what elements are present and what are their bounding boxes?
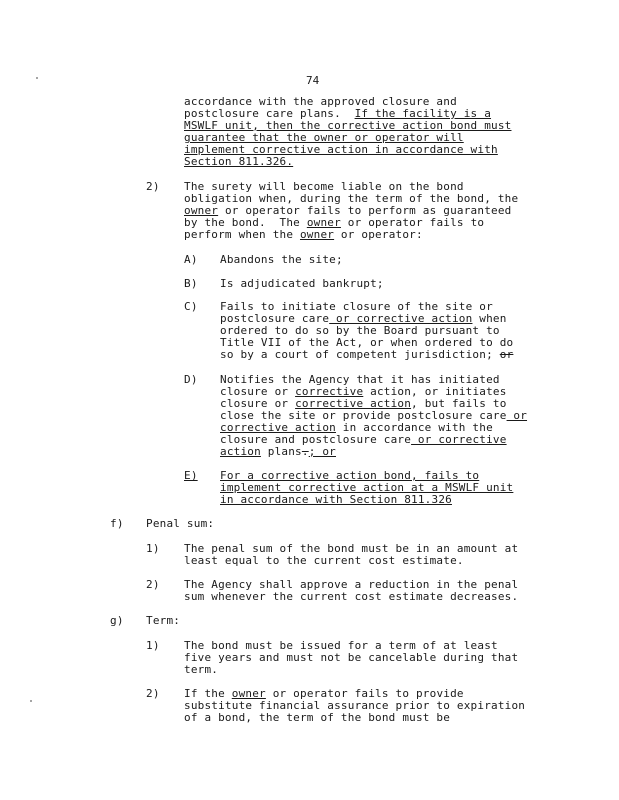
section-number: g) xyxy=(110,614,124,627)
text-line: For a corrective action bond, fails to xyxy=(220,469,480,482)
text-line: implement corrective action at a MSWLF unit xyxy=(220,481,514,494)
text-line: Notifies the Agency that it has initiated xyxy=(220,373,500,386)
text-line: closure or corrective action, but fails to xyxy=(220,397,507,410)
text-line: accordance with the approved closure and xyxy=(184,95,457,108)
text-line: The bond must be issued for a term of at least xyxy=(184,639,498,652)
text-line: Is adjudicated bankrupt; xyxy=(220,277,384,290)
text-line: If the owner or operator fails to provide xyxy=(184,687,464,700)
text-line: least equal to the current cost estimate. xyxy=(184,554,464,567)
text-line: implement corrective action in accordance with xyxy=(184,143,498,156)
scan-speck xyxy=(36,77,38,79)
text-line: ordered to do so by the Board pursuant to xyxy=(220,324,500,337)
text-line: sum whenever the current cost estimate decreases. xyxy=(184,590,519,603)
section-heading: Penal sum: xyxy=(146,517,215,530)
text-line: postclosure care or corrective action when xyxy=(220,312,507,325)
text-line: closure or corrective action, or initiates xyxy=(220,385,507,398)
text-line: obligation when, during the term of the bond, the xyxy=(184,192,519,205)
item-number: 1) xyxy=(146,542,160,555)
text-line: of a bond, the term of the bond must be xyxy=(184,711,451,724)
text-line: closure and postclosure care or corrective xyxy=(220,433,507,446)
text-line: The Agency shall approve a reduction in the penal xyxy=(184,578,519,591)
text-line: in accordance with Section 811.326 xyxy=(220,493,452,506)
item-number: E) xyxy=(184,469,198,482)
text-line: by the bond. The owner or operator fails to xyxy=(184,216,485,229)
text-line: owner or operator fails to perform as guaranteed xyxy=(184,204,512,217)
item-number: 2) xyxy=(146,578,160,591)
text-line: Title VII of the Act, or when ordered to do xyxy=(220,336,514,349)
text-line: corrective action in accordance with the xyxy=(220,421,493,434)
text-line: Section 811.326. xyxy=(184,155,294,168)
item-number: 2) xyxy=(146,687,160,700)
text-line: five years and must not be cancelable during that xyxy=(184,651,519,664)
text-line: The surety will become liable on the bond xyxy=(184,180,464,193)
text-line: Abandons the site; xyxy=(220,253,343,266)
scan-speck xyxy=(30,700,32,702)
text-line: Fails to initiate closure of the site or xyxy=(220,300,493,313)
section-number: f) xyxy=(110,517,124,530)
item-number: A) xyxy=(184,253,198,266)
text-line: perform when the owner or operator: xyxy=(184,228,423,241)
text-line: MSWLF unit, then the corrective action bond must xyxy=(184,119,512,132)
text-line: guarantee that the owner or operator will xyxy=(184,131,464,144)
item-number: 1) xyxy=(146,639,160,652)
item-number: D) xyxy=(184,373,198,386)
text-line: The penal sum of the bond must be in an amount at xyxy=(184,542,519,555)
text-line: postclosure care plans. If the facility is a xyxy=(184,107,492,120)
item-number: B) xyxy=(184,277,198,290)
page-number: 74 xyxy=(306,74,320,87)
section-heading: Term: xyxy=(146,614,181,627)
text-line: action plans.; or xyxy=(220,445,336,458)
text-line: term. xyxy=(184,663,219,676)
item-number: C) xyxy=(184,300,198,313)
text-line: substitute financial assurance prior to expiration xyxy=(184,699,526,712)
item-number: 2) xyxy=(146,180,160,193)
text-line: so by a court of competent jurisdiction; or xyxy=(220,348,514,361)
text-line: close the site or provide postclosure care or xyxy=(220,409,528,422)
